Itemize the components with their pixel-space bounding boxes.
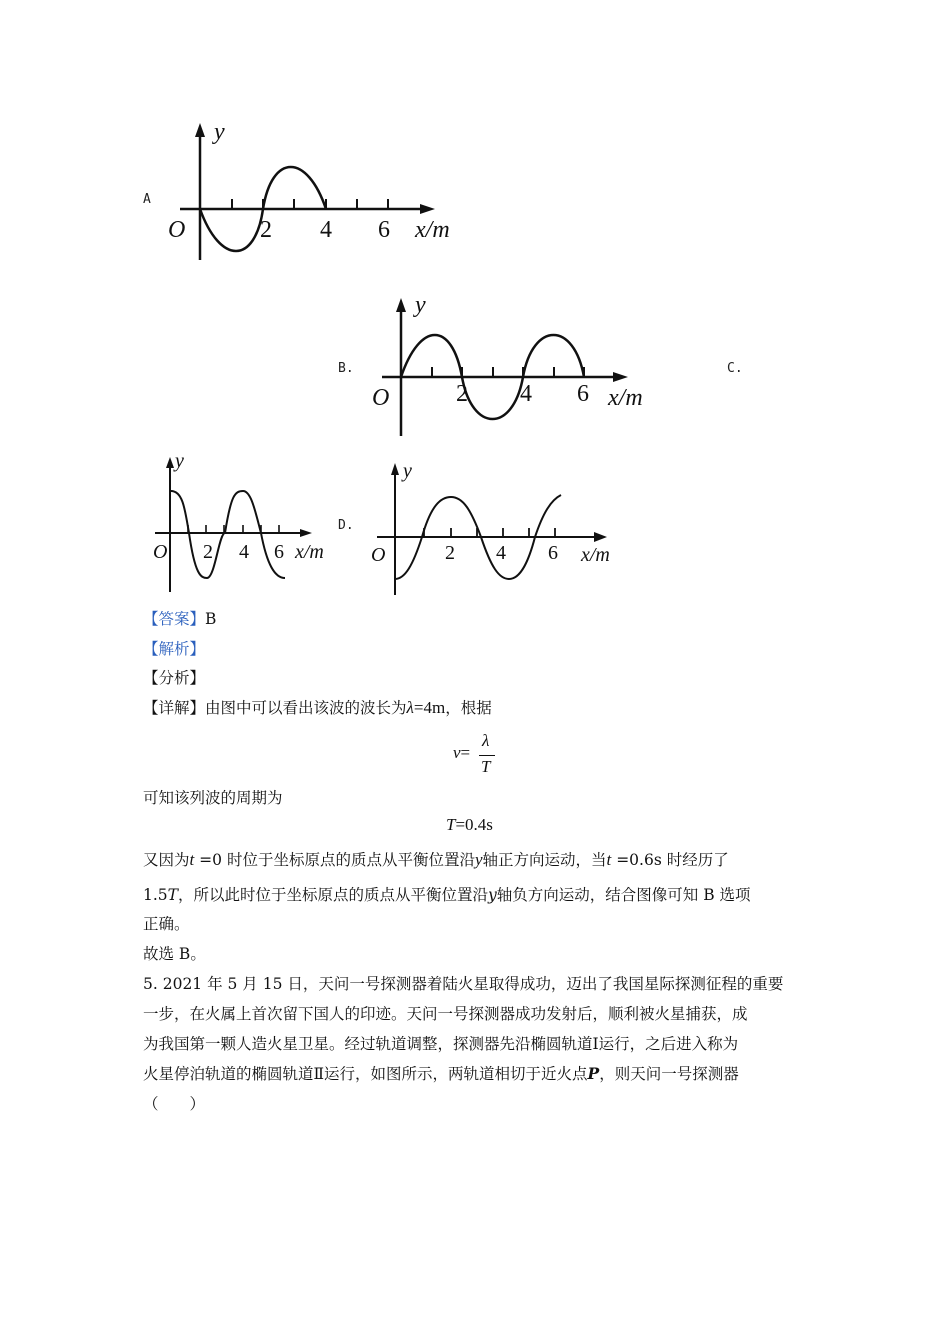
answer-tag: 【答案】 <box>143 610 206 628</box>
explain-2a: 1.5 <box>143 886 168 904</box>
option-b-tick-2: 2 <box>456 381 468 407</box>
option-a-graph <box>160 115 470 275</box>
formula-v-symbol: v <box>453 743 461 762</box>
detail-tag: 【详解】 <box>143 699 206 717</box>
option-b-origin: O <box>372 385 390 411</box>
option-b-graph <box>360 288 670 443</box>
option-d-ylabel: y <box>403 460 412 482</box>
lambda-symbol: λ <box>406 698 414 717</box>
option-b-tick-6: 6 <box>577 381 589 407</box>
option-d-graph <box>365 455 635 600</box>
answer-value: B <box>205 610 217 628</box>
answer-line <box>143 608 216 630</box>
q5-line-1: 5. 2021 年 5 月 15 日，天问一号探测器着陆火星取得成功，迈出了我国星际探测征程的重要 <box>143 975 784 993</box>
analysis-line <box>143 638 205 660</box>
explain-line-1 <box>143 849 729 871</box>
period-formula <box>446 815 493 835</box>
explain-1-y: y <box>474 850 483 869</box>
q5-blank: （ ） <box>143 1095 206 1113</box>
option-d-tick-6: 6 <box>548 542 558 564</box>
explain-2-T: T <box>167 886 178 904</box>
option-a-xlabel: x/m <box>415 217 450 243</box>
detail-end: ，根据 <box>445 699 492 717</box>
option-b-tick-4: 4 <box>520 381 532 407</box>
option-a-tick-6: 6 <box>378 217 390 243</box>
option-a-tick-2: 2 <box>260 217 272 243</box>
option-c-tick-2: 2 <box>203 541 213 563</box>
explain-1a: 又因为 <box>143 851 190 869</box>
fraction-bar <box>479 755 495 756</box>
option-c-xlabel: x/m <box>295 541 324 563</box>
q5-4a: 火星停泊轨道的椭圆轨道Ⅱ运行，如图所示，两轨道相切于近火点 <box>143 1065 588 1083</box>
explain-1c: 轴正方向运动，当 <box>482 851 607 869</box>
q5-line-2: 一步，在火属上首次留下国人的印迹。天问一号探测器成功发射后，顺利被火星捕获，成 <box>143 1005 748 1023</box>
explain-line-3: 正确。 <box>143 915 190 933</box>
option-a-label: A <box>143 192 151 207</box>
detail-line <box>143 697 492 719</box>
explain-line-2 <box>143 884 751 906</box>
option-b-label: B. <box>338 361 354 376</box>
period-T: T <box>446 815 456 834</box>
option-a-ylabel: y <box>214 119 225 145</box>
explain-2c: 轴负方向运动，结合图像可知 B 选项 <box>496 886 751 904</box>
detail-text: 由图中可以看出该波的波长为 <box>205 699 407 717</box>
option-d-xlabel: x/m <box>581 544 610 566</box>
q5-4b: ，则天问一号探测器 <box>599 1065 739 1083</box>
option-c-ylabel: y <box>175 450 184 472</box>
option-b-ylabel: y <box>415 292 426 318</box>
explain-1d: =0.6s 时经历了 <box>611 851 729 869</box>
fenxi-tag: 【分析】 <box>143 669 206 687</box>
fenxi-line <box>143 667 205 689</box>
option-c-origin: O <box>153 541 168 563</box>
formula-v <box>453 743 470 763</box>
period-value: =0.4s <box>455 815 493 834</box>
option-c-tick-6: 6 <box>274 541 284 563</box>
explain-1-t: t <box>189 850 195 869</box>
analysis-tag: 【解析】 <box>143 640 206 658</box>
conclusion-line: 故选 B。 <box>143 945 206 963</box>
formula-denominator: T <box>481 757 491 776</box>
explain-1-t2: t <box>606 850 612 869</box>
explain-2-y: y <box>488 886 497 904</box>
option-b-xlabel: x/m <box>608 385 643 411</box>
option-d-label: D. <box>338 518 354 533</box>
explain-1b: =0 时位于坐标原点的质点从平衡位置沿 <box>194 851 475 869</box>
option-c-label: C. <box>727 361 743 376</box>
formula-equals: = <box>460 743 471 762</box>
explain-2b: ，所以此时位于坐标原点的质点从平衡位置沿 <box>178 886 489 904</box>
option-d-origin: O <box>371 544 386 566</box>
option-c-graph <box>143 450 338 595</box>
option-d-tick-4: 4 <box>496 542 506 564</box>
lambda-value: =4m <box>413 698 446 717</box>
q5-4-P: P <box>587 1064 600 1083</box>
option-c-tick-4: 4 <box>239 541 249 563</box>
option-a-origin: O <box>168 217 186 243</box>
period-line: 可知该列波的周期为 <box>143 789 283 807</box>
q5-line-4 <box>143 1063 739 1085</box>
option-d-tick-2: 2 <box>445 542 455 564</box>
q5-line-3: 为我国第一颗人造火星卫星。经过轨道调整，探测器先沿椭圆轨道Ⅰ运行，之后进入称为 <box>143 1035 739 1053</box>
formula-numerator: λ <box>482 731 490 750</box>
option-a-tick-4: 4 <box>320 217 332 243</box>
